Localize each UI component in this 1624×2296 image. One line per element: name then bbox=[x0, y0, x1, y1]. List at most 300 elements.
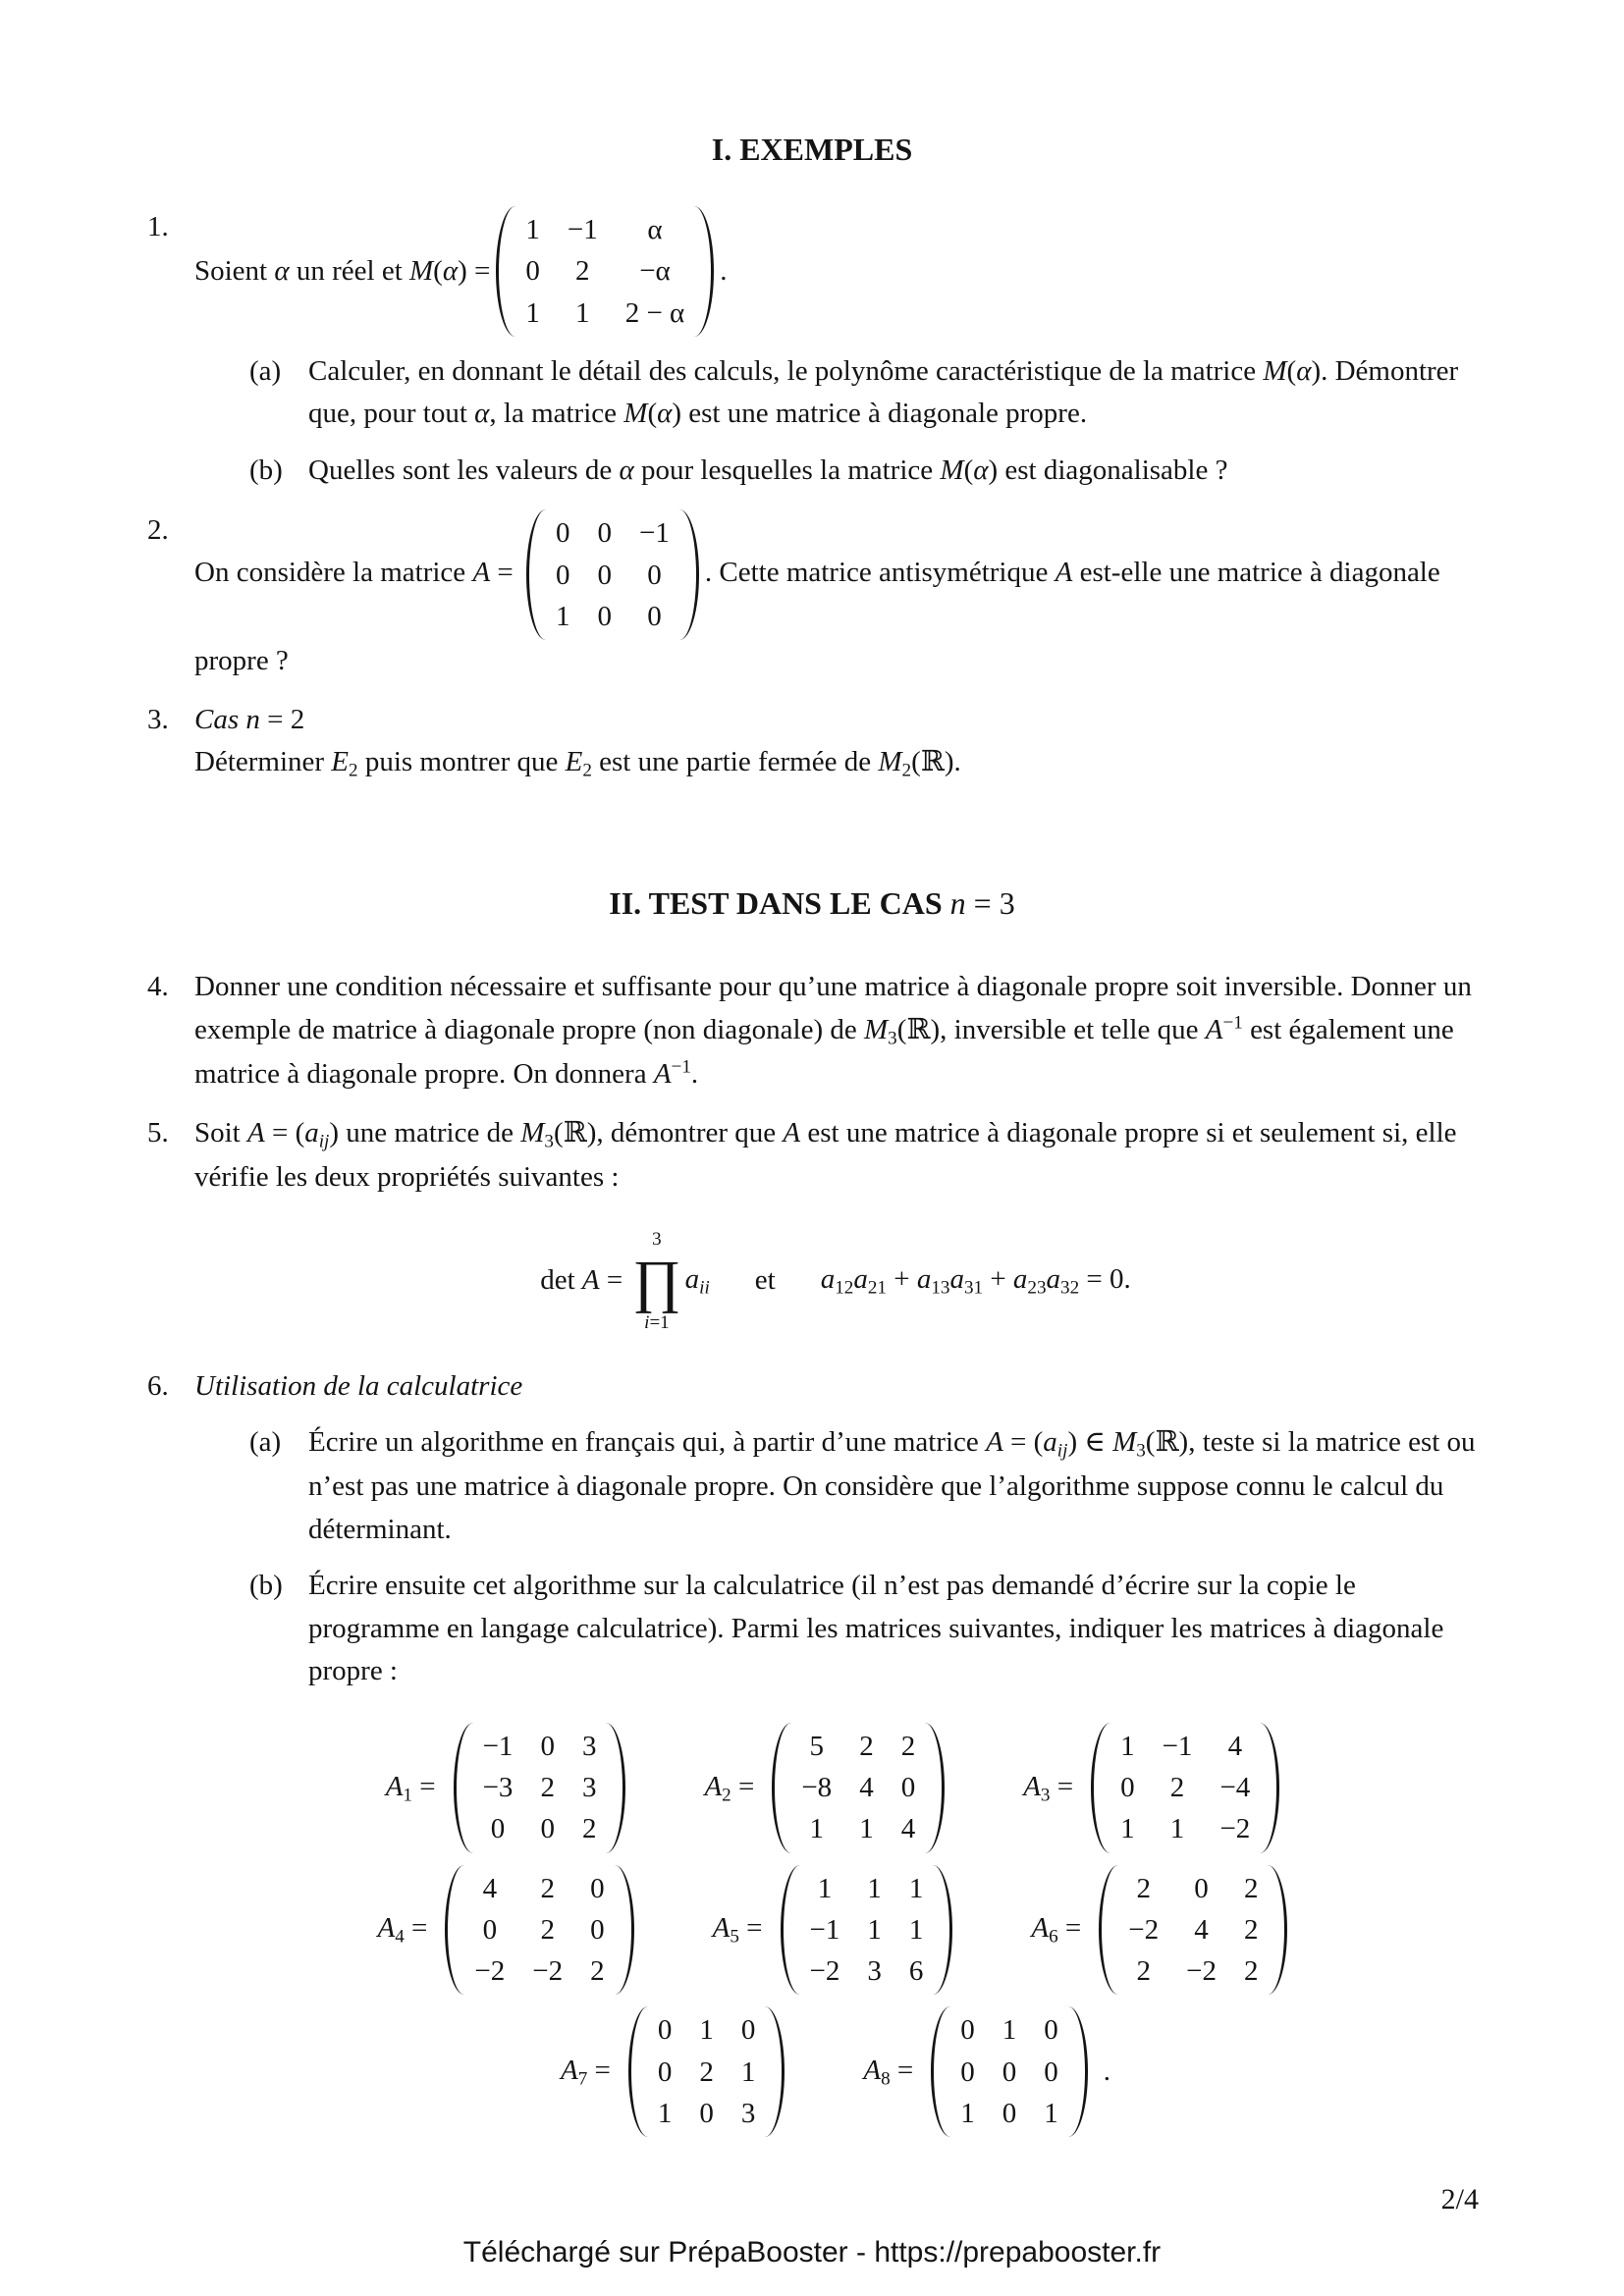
matrix-cell: 1 bbox=[740, 2056, 756, 2088]
text-segment: 21 bbox=[867, 1278, 887, 1300]
matrix-cell: 5 bbox=[809, 1730, 824, 1762]
text-segment: n bbox=[949, 885, 966, 922]
left-paren-icon bbox=[454, 1723, 473, 1853]
text-segment: ( bbox=[647, 398, 658, 430]
matrix-label bbox=[378, 1907, 428, 1951]
text-segment: a bbox=[684, 1263, 700, 1296]
matrix-cell: 0 bbox=[647, 559, 662, 591]
matrix-cell: 1 bbox=[1001, 2014, 1017, 2047]
text-segment: M bbox=[878, 746, 902, 777]
text-segment: 2 bbox=[901, 760, 912, 781]
matrix bbox=[772, 1723, 945, 1853]
matrix-cell: −1 bbox=[639, 517, 670, 550]
text-segment: ). Démontrer que, pour tout bbox=[308, 354, 1459, 430]
text-segment: ) est une matrice à diagonale propre. bbox=[672, 398, 1088, 430]
text-segment: puis montrer que bbox=[357, 746, 566, 777]
matrix-cell: 0 bbox=[540, 1730, 555, 1762]
text-segment: a bbox=[916, 1263, 932, 1296]
matrix-cell: 0 bbox=[525, 255, 540, 288]
subitem-text bbox=[308, 1421, 1477, 1551]
matrix-cell: 4 bbox=[1227, 1730, 1243, 1762]
list-item-1 bbox=[147, 206, 1477, 492]
left-paren-icon bbox=[1091, 1723, 1110, 1853]
matrix bbox=[628, 2006, 785, 2137]
text-segment: α bbox=[274, 254, 290, 287]
matrix-cell: 2 bbox=[1243, 1913, 1259, 1946]
text-segment: M bbox=[520, 1116, 545, 1148]
matrix-cell: 1 bbox=[657, 2097, 673, 2129]
item6-title bbox=[194, 1365, 1477, 1409]
text-segment: A bbox=[247, 1116, 265, 1148]
matrix-cell: 1 bbox=[525, 214, 540, 245]
text-segment: a bbox=[949, 1263, 964, 1296]
text-segment: = bbox=[587, 2055, 611, 2087]
matrix-cell: 0 bbox=[490, 1813, 506, 1845]
text-segment: Utilisation de la calculatrice bbox=[194, 1369, 523, 1402]
matrix-cell: 0 bbox=[597, 517, 613, 550]
matrix-cell: 1 bbox=[817, 1872, 833, 1904]
matrix-cell: 0 bbox=[1044, 2014, 1058, 2047]
text-segment: Déterminer bbox=[194, 746, 332, 777]
matrix-trailing-period: . bbox=[1103, 2056, 1111, 2088]
text-segment: n bbox=[245, 703, 260, 735]
text-segment: 2 bbox=[582, 760, 592, 781]
text-segment: II. TEST DANS LE CAS bbox=[609, 885, 950, 922]
matrix-cell: −3 bbox=[482, 1772, 514, 1804]
matrix-cell: 2 bbox=[1243, 1955, 1259, 1988]
text-segment: A bbox=[377, 1912, 396, 1945]
matrix-cell: 1 bbox=[809, 1813, 824, 1845]
text-segment: A bbox=[1205, 1013, 1223, 1045]
matrix-a5 bbox=[713, 1865, 959, 1996]
text-segment: a bbox=[1043, 1426, 1057, 1458]
text-segment: = ( bbox=[1002, 1426, 1044, 1458]
matrix-label bbox=[386, 1766, 436, 1810]
text-segment: 3 bbox=[1136, 1440, 1146, 1462]
item3-text bbox=[194, 741, 1477, 785]
matrix-cell: −2 bbox=[532, 1955, 564, 1988]
matrix-cell: 0 bbox=[540, 1813, 555, 1845]
text-segment: det bbox=[540, 1264, 582, 1297]
text-segment: Cas bbox=[194, 703, 246, 735]
text-segment: . bbox=[690, 1058, 699, 1091]
matrix bbox=[445, 1865, 633, 1996]
matrix-cell: 0 bbox=[657, 2014, 673, 2047]
text-segment: =1 bbox=[649, 1311, 670, 1333]
text-segment: 2 bbox=[349, 760, 358, 781]
product-lower-limit bbox=[644, 1312, 670, 1334]
text-segment: α bbox=[442, 254, 459, 287]
text-segment: ) une matrice de bbox=[329, 1116, 521, 1148]
right-paren-icon bbox=[1268, 1865, 1287, 1996]
text-segment: A bbox=[783, 1116, 801, 1148]
matrix-cell: 1 bbox=[908, 1913, 924, 1946]
matrix-cell: 1 bbox=[1044, 2097, 1058, 2129]
text-segment: E bbox=[331, 746, 350, 777]
matrix-cells bbox=[546, 509, 679, 640]
text-segment: pour lesquelles la matrice bbox=[633, 454, 941, 486]
matrix-cell: 1 bbox=[556, 600, 570, 632]
text-segment: a bbox=[1046, 1263, 1061, 1296]
text-segment: est une partie fermée de bbox=[591, 746, 879, 777]
subitem-text bbox=[308, 450, 1477, 493]
text-segment: M bbox=[1112, 1426, 1137, 1458]
text-segment: = bbox=[490, 557, 521, 589]
subitem-label: (b) bbox=[249, 1570, 283, 1602]
matrix-cell: 0 bbox=[1001, 2097, 1017, 2129]
text-segment: ) = bbox=[458, 254, 491, 287]
item-body bbox=[194, 509, 1477, 682]
text-segment: 32 bbox=[1060, 1278, 1080, 1300]
matrix-cell: 0 bbox=[647, 600, 662, 632]
matrix-cell: 0 bbox=[657, 2056, 673, 2088]
text-segment: 8 bbox=[881, 2068, 891, 2090]
matrix-cell: −α bbox=[639, 255, 671, 288]
text-segment: Calculer, en donnant le détail des calculs, le polynôme caractéristique de la matrice bbox=[308, 354, 1264, 387]
text-segment: 12 bbox=[835, 1278, 854, 1300]
subitem-6b bbox=[249, 1565, 1477, 1693]
text-segment: ) est diagonalisable ? bbox=[988, 454, 1228, 486]
matrix-cell: 2 bbox=[900, 1730, 916, 1762]
subitem-1a bbox=[249, 350, 1477, 436]
right-paren-icon bbox=[694, 206, 714, 337]
matrix-cell: 1 bbox=[859, 1813, 874, 1845]
matrix-cells bbox=[1110, 1723, 1260, 1853]
text-segment: = bbox=[411, 1770, 436, 1802]
item-number: 6. bbox=[147, 1369, 169, 1402]
matrix-cell: 0 bbox=[1001, 2056, 1017, 2088]
matrix bbox=[1091, 1723, 1279, 1853]
subitem-label: (a) bbox=[249, 1426, 282, 1458]
left-paren-icon bbox=[1099, 1865, 1118, 1996]
matrix-cell: 0 bbox=[597, 559, 613, 591]
matrix-cell: 2 bbox=[540, 1872, 555, 1904]
text-segment: = bbox=[890, 2055, 914, 2087]
text-segment: Soient bbox=[194, 254, 275, 287]
matrix-cell: 2 bbox=[1136, 1955, 1151, 1988]
text-segment: Quelles sont les valeurs de bbox=[308, 454, 620, 486]
text-segment: 23 bbox=[1027, 1278, 1047, 1300]
text-segment: un réel et bbox=[289, 254, 409, 287]
matrix-cell: −2 bbox=[1219, 1813, 1251, 1845]
matrix-m-alpha bbox=[496, 206, 714, 337]
text-segment: 31 bbox=[963, 1278, 984, 1300]
matrix-cell: 1 bbox=[867, 1913, 882, 1946]
matrix-cell: 1 bbox=[867, 1872, 882, 1904]
matrix bbox=[454, 1723, 626, 1853]
text-segment: A bbox=[385, 1770, 404, 1802]
matrix-label bbox=[863, 2050, 913, 2094]
matrix-cells bbox=[800, 1865, 934, 1996]
item-body bbox=[194, 699, 1477, 786]
text-segment: A bbox=[1055, 557, 1073, 589]
matrix-a4 bbox=[378, 1865, 640, 1996]
matrix bbox=[1099, 1865, 1287, 1996]
left-paren-icon bbox=[445, 1865, 464, 1996]
left-paren-icon bbox=[781, 1865, 800, 1996]
matrix-cell: 4 bbox=[482, 1872, 498, 1904]
text-segment: (ℝ). bbox=[911, 746, 961, 777]
matrix-cell: 0 bbox=[1044, 2056, 1058, 2088]
item2-lead-text bbox=[194, 557, 520, 588]
matrix-cell: 0 bbox=[482, 1913, 498, 1946]
left-paren-icon bbox=[772, 1723, 791, 1853]
item-number: 4. bbox=[147, 971, 169, 1003]
text-segment: M bbox=[864, 1013, 889, 1045]
matrix-cell: 0 bbox=[597, 600, 613, 632]
matrix-cell: 3 bbox=[740, 2097, 756, 2129]
matrix-cell: 4 bbox=[859, 1772, 874, 1804]
text-segment: a bbox=[853, 1263, 868, 1296]
matrix-cell: 0 bbox=[1194, 1872, 1209, 1904]
text-segment: M bbox=[409, 254, 434, 287]
text-segment: ( bbox=[963, 454, 974, 486]
list-item-6 bbox=[147, 1365, 1477, 2150]
matrix-cell: 1 bbox=[575, 296, 590, 329]
matrix-label bbox=[561, 2050, 611, 2094]
text-segment: i bbox=[644, 1311, 650, 1333]
text-segment: α bbox=[1296, 354, 1312, 387]
text-segment: 4 bbox=[395, 1927, 405, 1949]
matrix-cell: 0 bbox=[590, 1872, 605, 1904]
matrix-label bbox=[704, 1766, 754, 1810]
text-segment: 3 bbox=[888, 1028, 897, 1049]
matrix-cell: 1 bbox=[525, 296, 540, 329]
matrix-cell: 0 bbox=[900, 1772, 916, 1804]
text-segment: M bbox=[1263, 354, 1287, 387]
matrix-cell: 3 bbox=[867, 1955, 882, 1988]
text-segment: ( bbox=[1286, 354, 1297, 387]
matrix-cell: −4 bbox=[1219, 1772, 1251, 1804]
matrix-a7 bbox=[561, 2006, 790, 2137]
matrix-cell: 2 bbox=[859, 1730, 874, 1762]
item3-title bbox=[194, 699, 1477, 742]
matrix-cells bbox=[515, 206, 694, 337]
matrix-cells bbox=[950, 2006, 1068, 2137]
text-segment: A bbox=[1031, 1912, 1050, 1945]
matrix-cell: −1 bbox=[567, 214, 598, 245]
matrix-cell: 0 bbox=[556, 559, 570, 591]
text-segment: = bbox=[404, 1912, 428, 1945]
right-paren-icon bbox=[615, 1865, 634, 1996]
matrices-grid bbox=[194, 1723, 1477, 2137]
matrix-cell: −1 bbox=[482, 1730, 514, 1762]
item-body bbox=[194, 206, 1477, 492]
item-number: 5. bbox=[147, 1116, 169, 1148]
matrix-cell: 1 bbox=[960, 2097, 975, 2129]
matrix-cell: −2 bbox=[1186, 1955, 1217, 1988]
text-segment: = bbox=[599, 1264, 623, 1297]
matrix-cell: 2 bbox=[1243, 1872, 1259, 1904]
left-paren-icon bbox=[931, 2006, 950, 2137]
equation bbox=[194, 1229, 1477, 1334]
text-segment: A bbox=[581, 1264, 600, 1297]
matrix-cell: 2 bbox=[575, 255, 590, 288]
text-segment: 1 bbox=[403, 1785, 412, 1806]
text-segment: ij bbox=[318, 1131, 330, 1152]
matrix-cell: −8 bbox=[801, 1772, 833, 1804]
text-segment: E bbox=[565, 746, 583, 777]
matrix-a1 bbox=[386, 1723, 632, 1853]
item1-after-text: . bbox=[720, 254, 728, 287]
text-segment: est une matrice à diagonale propre si et seulement si, elle vérifie les deux propriétés suivantes : bbox=[194, 1116, 1457, 1194]
item-number: 3. bbox=[147, 703, 169, 735]
equation-connector: et bbox=[754, 1264, 776, 1297]
matrix-cell: 2 bbox=[581, 1813, 597, 1845]
matrix-cell: −2 bbox=[1128, 1913, 1160, 1946]
matrix-cell: −2 bbox=[474, 1955, 506, 1988]
subitem-label: (b) bbox=[249, 454, 283, 486]
text-segment: A bbox=[986, 1426, 1003, 1458]
item-number: 2. bbox=[147, 514, 169, 547]
text-segment: −1 bbox=[1222, 1012, 1243, 1034]
list-item-4 bbox=[147, 966, 1477, 1095]
subitem-1b bbox=[249, 450, 1477, 493]
matrix-cell: 0 bbox=[960, 2056, 975, 2088]
matrix-cell: 2 bbox=[540, 1913, 555, 1946]
item5-text bbox=[194, 1112, 1477, 1200]
matrix-cell: 0 bbox=[556, 517, 570, 550]
text-segment: = bbox=[731, 1770, 755, 1802]
text-segment: A bbox=[712, 1912, 731, 1945]
text-segment: ( bbox=[433, 254, 443, 287]
right-paren-icon bbox=[606, 1723, 625, 1853]
matrix-cell: −1 bbox=[1162, 1730, 1193, 1762]
item-number: 1. bbox=[147, 211, 169, 242]
text-segment: est-elle une matrice à diagonale propre ? bbox=[194, 557, 1440, 676]
text-segment: Soit bbox=[194, 1116, 247, 1148]
text-segment: (ℝ), démontrer que bbox=[553, 1116, 784, 1148]
matrix-cell: 0 bbox=[590, 1913, 605, 1946]
list-item-3 bbox=[147, 699, 1477, 786]
matrix-cell: α bbox=[647, 214, 663, 245]
matrix-a2 bbox=[704, 1723, 950, 1853]
item-body bbox=[194, 1112, 1477, 1340]
matrix-cell: 0 bbox=[740, 2014, 756, 2047]
text-segment: A bbox=[1023, 1770, 1041, 1802]
text-segment: A bbox=[472, 557, 491, 589]
text-segment: 13 bbox=[931, 1278, 950, 1300]
equation-rhs bbox=[821, 1258, 1131, 1303]
matrix-cells bbox=[648, 2006, 766, 2137]
text-segment: ij bbox=[1056, 1440, 1068, 1462]
matrix-cell: 1 bbox=[1169, 1813, 1185, 1845]
left-paren-icon bbox=[628, 2006, 648, 2137]
text-segment: a bbox=[1012, 1263, 1028, 1296]
matrix-cell: 2 bbox=[590, 1955, 605, 1988]
matrix bbox=[781, 1865, 953, 1996]
matrix-cell: 1 bbox=[908, 1872, 924, 1904]
right-paren-icon bbox=[1068, 2006, 1088, 2137]
text-segment: Écrire un algorithme en français qui, à partir d’une matrice bbox=[308, 1426, 987, 1458]
right-paren-icon bbox=[925, 1723, 945, 1853]
text-segment: Écrire ensuite cet algorithme sur la calculatrice (il n’est pas demandé d’écrire sur la copie le programme en langage calculatrice). Parmi les matrices suivantes, indiquer les matrices à diagonale propre : bbox=[308, 1570, 1444, 1687]
matrix-cell: 0 bbox=[960, 2014, 975, 2047]
item1-matrix-line bbox=[194, 206, 1477, 337]
matrix-cell: 2 − α bbox=[624, 296, 685, 329]
matrix-cells bbox=[1118, 1865, 1268, 1996]
matrix-cell: 2 bbox=[1169, 1772, 1185, 1804]
item-body bbox=[194, 1365, 1477, 2150]
product-operator bbox=[632, 1229, 680, 1334]
text-segment: (ℝ), inversible et telle que bbox=[896, 1013, 1206, 1045]
section-title-test-cas-n3 bbox=[147, 880, 1477, 927]
matrix bbox=[931, 2006, 1088, 2137]
matrix-cell: 1 bbox=[1120, 1813, 1135, 1845]
subitem-text bbox=[308, 1565, 1477, 1693]
text-segment: 5 bbox=[730, 1927, 739, 1949]
matrix-cell: −2 bbox=[809, 1955, 840, 1988]
matrix-a bbox=[526, 509, 699, 640]
text-segment: + bbox=[983, 1263, 1013, 1296]
text-segment: α bbox=[474, 398, 490, 430]
text-segment: −1 bbox=[671, 1056, 691, 1078]
matrix-cell: −1 bbox=[809, 1913, 840, 1946]
equation-lhs bbox=[540, 1259, 623, 1303]
right-paren-icon bbox=[1260, 1723, 1279, 1853]
text-segment: Donner une condition nécessaire et suffisante pour qu’une matrice à diagonale propre soit inversible. Donner un exemple de matrice à diagonale propre (non diagonale) de bbox=[194, 971, 1472, 1045]
matrix-cell: 6 bbox=[908, 1955, 924, 1988]
text-segment: M bbox=[623, 398, 648, 430]
left-paren-icon bbox=[526, 509, 546, 640]
text-segment: α bbox=[657, 398, 673, 430]
text-segment: 3 bbox=[1040, 1785, 1051, 1806]
matrix-a6 bbox=[1031, 1865, 1293, 1996]
product-symbol-icon: ∏ bbox=[632, 1248, 681, 1313]
matrix-cell: 3 bbox=[581, 1730, 597, 1762]
subitem-label: (a) bbox=[249, 354, 282, 387]
text-segment: 7 bbox=[577, 2068, 588, 2090]
text-segment: = bbox=[738, 1912, 763, 1945]
text-segment: 6 bbox=[1049, 1927, 1058, 1949]
text-segment: est également une matrice à diagonale propre. On donnera bbox=[194, 1013, 1454, 1091]
matrix-cells bbox=[464, 1865, 614, 1996]
section-title-exemples: I. EXEMPLES bbox=[711, 132, 913, 167]
matrices-row-3 bbox=[194, 2006, 1477, 2137]
matrices-row-2 bbox=[194, 1865, 1477, 1996]
matrix-cell: 4 bbox=[900, 1813, 916, 1845]
subitem-text bbox=[308, 350, 1477, 436]
text-segment: α bbox=[973, 454, 989, 486]
matrix-label bbox=[713, 1907, 763, 1951]
text-segment: ) ∈ bbox=[1067, 1426, 1113, 1458]
text-segment: ii bbox=[699, 1278, 710, 1300]
text-segment: A bbox=[704, 1770, 723, 1802]
text-segment: = 2 bbox=[259, 703, 305, 735]
item1-lead-text bbox=[194, 250, 490, 294]
matrix-cells bbox=[473, 1723, 607, 1853]
text-segment: 3 bbox=[544, 1131, 554, 1152]
matrix-cell: 0 bbox=[1120, 1772, 1135, 1804]
download-credit: Téléchargé sur PrépaBooster - https://prepabooster.fr bbox=[462, 2236, 1162, 2269]
matrix-cell: 2 bbox=[1136, 1872, 1151, 1904]
item-body bbox=[194, 966, 1477, 1095]
text-segment: (ℝ), teste si la matrice est ou n’est pas une matrice à diagonale propre. On considère que l’algorithme suppose connu le calcul du déterminant. bbox=[308, 1426, 1476, 1545]
text-segment: = bbox=[1050, 1770, 1074, 1802]
matrix-label bbox=[1031, 1907, 1081, 1951]
text-segment: = 0. bbox=[1079, 1263, 1131, 1296]
product-upper-limit: 3 bbox=[652, 1228, 662, 1250]
text-segment: = 3 bbox=[965, 885, 1015, 922]
text-segment: = bbox=[1057, 1912, 1082, 1945]
text-segment: + bbox=[886, 1263, 917, 1296]
matrix-cell: 0 bbox=[699, 2097, 714, 2129]
text-segment: A bbox=[560, 2055, 578, 2087]
text-segment: = ( bbox=[264, 1116, 305, 1148]
text-segment: a bbox=[304, 1116, 319, 1148]
list-item-2 bbox=[147, 509, 1477, 682]
right-paren-icon bbox=[933, 1865, 952, 1996]
